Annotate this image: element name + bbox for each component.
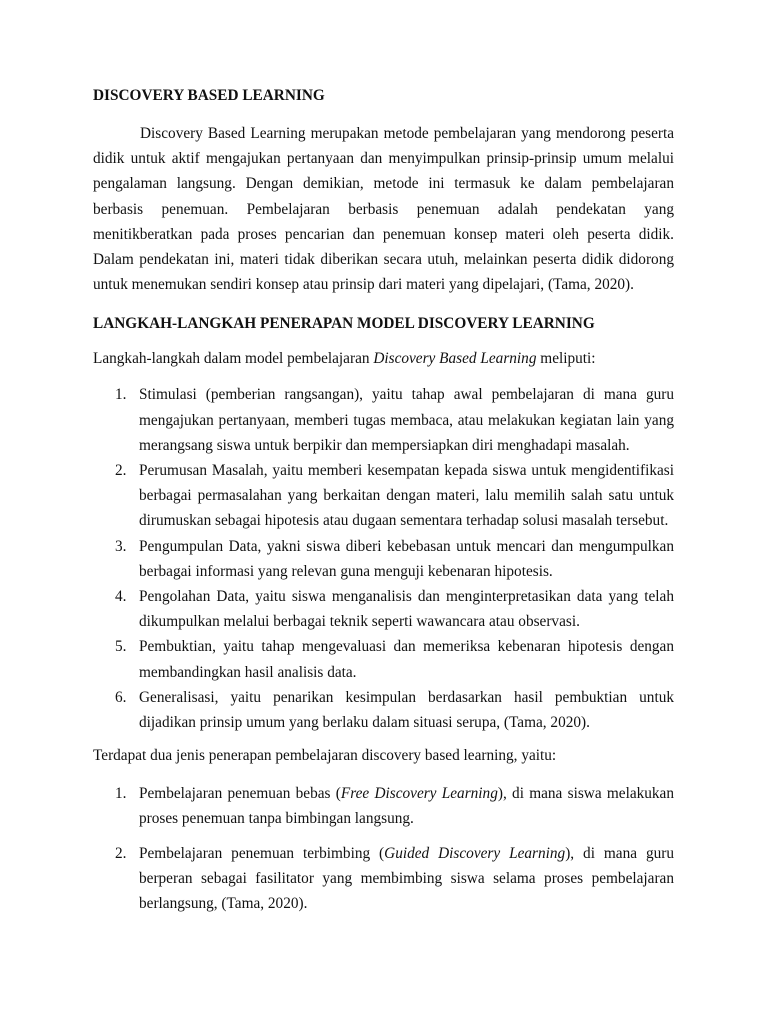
list-item-type-2 bbox=[115, 841, 674, 917]
steps-intro-after: meliputi: bbox=[536, 350, 596, 368]
type-text-after: ), di mana siswa melakukan proses penemuan tanpa bimbingan langsung. bbox=[139, 785, 674, 828]
list-item-step-1 bbox=[115, 382, 674, 458]
heading-discovery-based-learning: DISCOVERY BASED LEARNING bbox=[93, 87, 325, 104]
type-text-before: Pembelajaran penemuan bebas ( bbox=[139, 785, 341, 803]
list-number: 2. bbox=[115, 844, 127, 862]
list-number: 3. bbox=[115, 537, 127, 555]
list-item-step-4 bbox=[115, 584, 674, 634]
steps-intro bbox=[93, 349, 674, 369]
list-item-text: Pembuktian, yaitu tahap mengevaluasi dan memeriksa kebenaran hipotesis dengan membandingkan hasil analisis data. bbox=[139, 638, 674, 681]
list-item-type-1 bbox=[115, 781, 674, 831]
steps-intro-italic: Discovery Based Learning bbox=[373, 350, 537, 368]
steps-list bbox=[93, 382, 674, 735]
list-number: 5. bbox=[115, 638, 127, 656]
list-item-text: Pengolahan Data, yaitu siswa menganalisis dan menginterpretasikan data yang telah dikumpulkan melalui berbagai teknik seperti wawancara atau observasi. bbox=[139, 588, 674, 631]
list-number: 6. bbox=[115, 688, 127, 706]
heading-steps: LANGKAH-LANGKAH PENERAPAN MODEL DISCOVERY LEARNING bbox=[93, 315, 595, 333]
types-intro: Terdapat dua jenis penerapan pembelajaran discovery based learning, yaitu: bbox=[93, 747, 557, 765]
list-number: 4. bbox=[115, 588, 127, 606]
list-item-step-3 bbox=[115, 534, 674, 584]
list-number: 1. bbox=[115, 785, 127, 803]
types-list bbox=[93, 781, 674, 916]
list-number: 2. bbox=[115, 462, 127, 480]
list-item-step-5 bbox=[115, 634, 674, 684]
type-text-italic: Guided Discovery Learning bbox=[384, 844, 566, 862]
steps-intro-before: Langkah-langkah dalam model pembelajaran bbox=[93, 350, 374, 368]
list-number: 1. bbox=[115, 386, 127, 404]
list-item-text: Perumusan Masalah, yaitu memberi kesempatan kepada siswa untuk mengidentifikasi berbagai permasalahan yang berkaitan dengan materi, lalu memilih salah satu untuk dirumuskan sebagai hipotesis atau dugaan sementara terhadap solusi masalah tersebut. bbox=[139, 462, 674, 530]
type-text-before: Pembelajaran penemuan terbimbing ( bbox=[139, 844, 385, 862]
list-item-step-6 bbox=[115, 685, 674, 735]
paragraph-definition: Discovery Based Learning merupakan metode pembelajaran yang mendorong peserta didik untuk aktif mengajukan pertanyaan dan menyimpulkan prinsip-prinsip umum melalui pengalaman langsung. Dengan demikian, metode ini termasuk ke dalam pembelajaran berbasis penemuan. Pembelajaran berbasis penemuan adalah pendekatan yang menitikberatkan pada proses pencarian dan penemuan konsep materi oleh peserta didik. Dalam pendekatan ini, materi tidak diberikan secara utuh, melainkan peserta didik didorong untuk menemukan sendiri konsep atau prinsip dari materi yang dipelajari, (Tama, 2020). bbox=[93, 125, 674, 294]
list-item-step-2 bbox=[115, 458, 674, 534]
list-item-text: Generalisasi, yaitu penarikan kesimpulan berdasarkan hasil pembuktian untuk dijadikan prinsip umum yang berlaku dalam situasi serupa, (Tama, 2020). bbox=[139, 688, 674, 732]
type-text-italic: Free Discovery Learning bbox=[340, 785, 498, 803]
type-text-after: ), di mana guru berperan sebagai fasilitator yang membimbing siswa selama proses pembelajaran berlangsung, (Tama, 2020). bbox=[139, 844, 674, 913]
list-item-text: Stimulasi (pemberian rangsangan), yaitu tahap awal pembelajaran di mana guru mengajukan pertanyaan, memberi tugas membaca, atau melakukan kegiatan lain yang merangsang siswa untuk berpikir dan mempersiapkan diri menghadapi masalah. bbox=[139, 386, 674, 454]
list-item-text: Pengumpulan Data, yakni siswa diberi kebebasan untuk mencari dan mengumpulkan berbagai informasi yang relevan guna menguji kebenaran hipotesis. bbox=[139, 537, 674, 580]
